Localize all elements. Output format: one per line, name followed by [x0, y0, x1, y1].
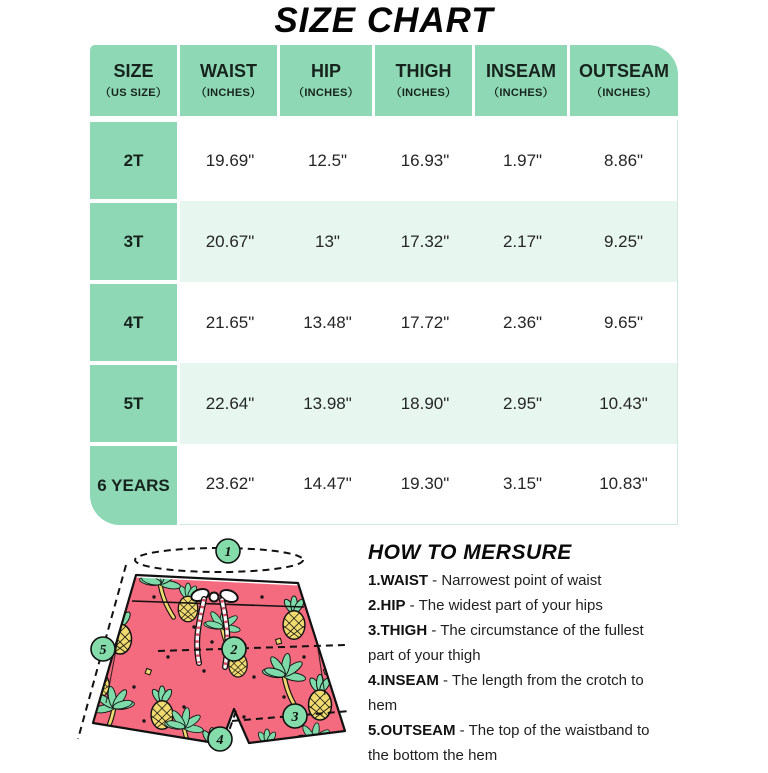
table-cell: 2.17"	[475, 201, 570, 282]
callout-outseam-badge	[91, 637, 115, 661]
table-cell: 19.69"	[180, 120, 280, 201]
size-chart-table	[90, 45, 678, 525]
table-cell: 14.47"	[280, 444, 375, 525]
measure-desc: - The top of the waistband to the bottom the hem	[368, 722, 650, 764]
measure-item-hip	[368, 593, 670, 618]
measure-desc: - The widest part of your hips	[405, 597, 603, 614]
col-header-inseam	[475, 45, 570, 120]
table-cell: 8.86"	[570, 120, 678, 201]
col-header-label: SIZE	[113, 61, 154, 81]
col-header-label: THIGH	[395, 61, 452, 81]
table-cell: 21.65"	[180, 282, 280, 363]
table-cell: 10.83"	[570, 444, 678, 525]
measure-item-inseam	[368, 668, 670, 718]
measure-term: 1.WAIST	[368, 572, 429, 589]
measure-term: 5.OUTSEAM	[368, 722, 456, 739]
table-cell: 19.30"	[375, 444, 475, 525]
table-cell: 12.5"	[280, 120, 375, 201]
table-cell: 1.97"	[475, 120, 570, 201]
table-cell: 9.65"	[570, 282, 678, 363]
table-cell: 22.64"	[180, 363, 280, 444]
col-header-label: INSEAM	[485, 61, 556, 81]
row-label-6years: 6 YEARS	[90, 444, 180, 525]
measure-term: 4.INSEAM	[368, 672, 439, 689]
col-header-label: HIP	[310, 61, 341, 81]
callout-number: 1	[224, 545, 232, 560]
callout-number: 4	[216, 733, 224, 748]
measure-term: 2.HIP	[368, 597, 406, 614]
table-cell: 17.32"	[375, 201, 475, 282]
callout-number: 5	[99, 643, 107, 658]
col-header-label: OUTSEAM	[579, 61, 669, 81]
col-header-sub: （INCHES）	[591, 87, 657, 99]
col-header-label: WAIST	[200, 61, 257, 81]
table-cell: 20.67"	[180, 201, 280, 282]
table-cell: 23.62"	[180, 444, 280, 525]
measure-item-outseam	[368, 718, 670, 768]
table-cell: 2.36"	[475, 282, 570, 363]
measure-desc: - The circumstance of the fullest part of your thigh	[368, 622, 644, 664]
table-cell: 13.48"	[280, 282, 375, 363]
col-header-size	[90, 45, 180, 120]
col-header-outseam	[570, 45, 678, 120]
measure-desc: - The length from the crotch to hem	[368, 672, 644, 714]
callout-inseam-badge	[208, 727, 232, 751]
measure-item-thigh	[368, 618, 670, 668]
measure-item-waist	[368, 568, 670, 593]
measure-list	[368, 568, 670, 768]
table-cell: 10.43"	[570, 363, 678, 444]
col-header-sub: （INCHES）	[390, 87, 457, 99]
col-header-waist	[180, 45, 280, 120]
page-title: SIZE CHART	[274, 1, 494, 40]
row-label-4t: 4T	[90, 282, 180, 363]
table-cell: 2.95"	[475, 363, 570, 444]
measure-term: 3.THIGH	[368, 622, 428, 639]
row-label-2t: 2T	[90, 120, 180, 201]
measure-heading: HOW TO MERSURE	[368, 541, 572, 564]
callout-number: 2	[230, 643, 238, 658]
table-cell: 17.72"	[375, 282, 475, 363]
row-label-5t: 5T	[90, 363, 180, 444]
col-header-sub: （INCHES）	[293, 87, 359, 99]
callout-thigh-badge	[283, 704, 307, 728]
table-cell: 13.98"	[280, 363, 375, 444]
measure-desc: - Narrowest point of waist	[428, 572, 602, 589]
col-header-sub: （INCHES）	[195, 87, 262, 99]
callout-waist-badge	[216, 539, 240, 563]
col-header-thigh	[375, 45, 475, 120]
shorts-svg	[62, 535, 362, 768]
shorts-illustration	[62, 535, 362, 768]
table-cell: 16.93"	[375, 120, 475, 201]
row-label-3t: 3T	[90, 201, 180, 282]
col-header-sub: （US SIZE）	[99, 87, 168, 99]
col-header-sub: （INCHES）	[488, 87, 554, 99]
callout-number: 3	[291, 710, 299, 725]
table-cell: 18.90"	[375, 363, 475, 444]
table-cell: 9.25"	[570, 201, 678, 282]
callout-hip-badge	[222, 637, 246, 661]
table-cell: 3.15"	[475, 444, 570, 525]
table-cell: 13"	[280, 201, 375, 282]
col-header-hip	[280, 45, 375, 120]
